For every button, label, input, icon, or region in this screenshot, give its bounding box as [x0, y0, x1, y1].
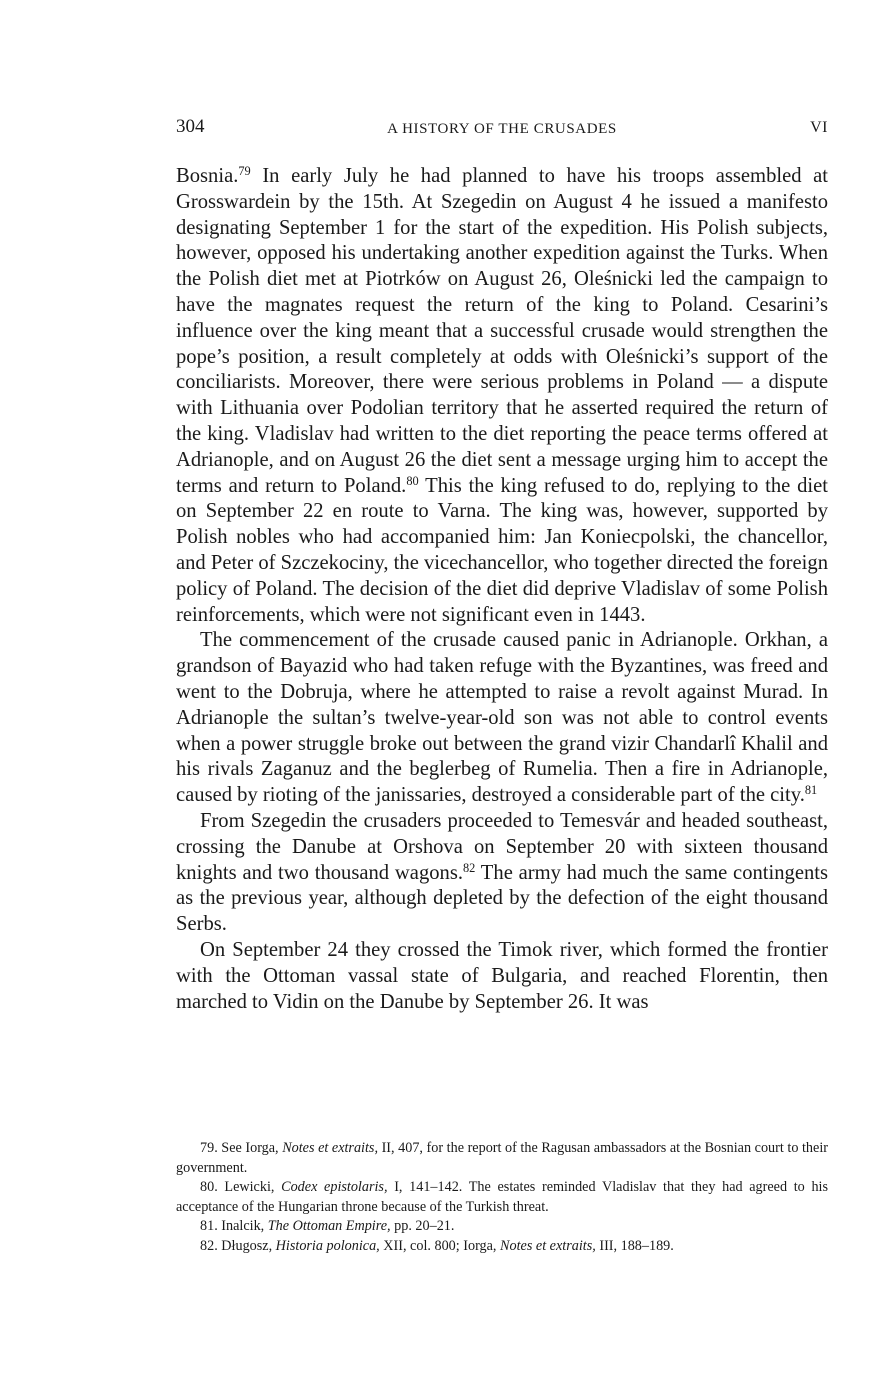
footnote-80 — [176, 1178, 828, 1217]
fn80-title: Codex epistolaris, — [281, 1179, 388, 1195]
fn79-text-a: 79. See Iorga, — [200, 1140, 283, 1156]
footnote-ref-79: 79 — [238, 164, 251, 179]
p2-text-1: The commencement of the crusade caused panic in Adrianople. Orkhan, a grandson of Bayazid who had taken refuge with the Byzantines, was freed and went to the Dobruja, where he attempted to raise a revolt against Murad. In Adrianople the sultan’s twelve-year-old son was not able to control events when a power struggle broke out between the grand vizir Chandarlî Khalil and his rivals Zaganuz and the beglerbeg of Rumelia. Then a fire in Adrianople, caused by rioting of the janissaries, destroyed a considerable part of the city. — [176, 629, 828, 807]
fn79-text-b: II, 407, for the report of the Ragusan ambassadors at the Bosnian court to their government. — [176, 1140, 828, 1176]
p4-text-1: On September 24 they crossed the Timok river, which formed the frontier with the Ottoman vassal state of Bulgaria, and reached Florentin, then marched to Vidin on the Danube by September 26. It was — [176, 938, 828, 1013]
p3-text-1: From Szegedin the crusaders proceeded to Temesvár and headed southeast, crossing the Danube at Orshova on September 20 with sixteen thousand knights and two thousand wagons. — [176, 809, 828, 884]
fn82-text-c: III, 188–189. — [595, 1237, 674, 1254]
fn82-text-a: 82. Długosz, — [200, 1237, 276, 1254]
footnote-81 — [176, 1217, 828, 1237]
p1-text-3: This the king refused to do, replying to the diet on September 22 en route to Varna. The king was, however, supported by Polish nobles who had accompanied him: Jan Koniecpolski, the chancellor, and Peter of Szczekociny, the vicechancellor, who together directed the foreign policy of Poland. The decision of the diet did deprive Vladislav of some Polish reinforcements, which were not significant even in 1443. — [176, 474, 828, 626]
main-text — [176, 164, 828, 1015]
fn79-title: Notes et extraits, — [282, 1140, 378, 1156]
paragraph-1 — [176, 164, 828, 628]
p1-text-1: Bosnia. — [176, 165, 239, 187]
paragraph-2 — [176, 628, 828, 809]
fn82-title-2: Notes et extraits, — [500, 1237, 596, 1254]
paragraph-4 — [176, 938, 828, 1015]
p1-text-2: In early July he had planned to have his troops assembled at Grosswardein by the 15th. At Szegedin on August 4 he issued a manifesto designating September 1 for the start of the expedition. His Polish subjects, however, opposed his undertaking another expedition against the Turks. When the Polish diet met at Piotrków on August 26, Oleśnicki led the campaign to have the magnates request the return of the king to Poland. Cesarini’s influence over the king meant that a successful crusade would strengthen the pope’s position, a result completely at odds with Oleśnicki’s support of the conciliarists. Moreover, there were serious problems in Poland — a dispute with Lithuania over Podolian territory that he asserted required the return of the king. Vladislav had written to the diet reporting the peace terms offered at Adrianople, and on August 26 the diet sent a message urging him to accept the terms and return to Poland. — [176, 165, 828, 497]
footnote-79 — [176, 1139, 828, 1178]
footnote-ref-80: 80 — [406, 473, 419, 488]
footnote-82 — [176, 1237, 828, 1257]
fn81-text-a: 81. Inalcik, — [200, 1218, 268, 1234]
section-number: VI — [810, 119, 828, 136]
footnote-ref-81: 81 — [804, 783, 818, 798]
fn82-title-1: Historia polonica, — [275, 1237, 380, 1254]
fn81-title: The Ottoman Empire, — [267, 1218, 391, 1234]
footnote-ref-82: 82 — [463, 860, 476, 875]
footnotes — [176, 1139, 828, 1256]
running-title: A HISTORY OF THE CRUSADES — [387, 121, 617, 137]
page-number: 304 — [176, 116, 205, 137]
fn80-text-b: I, 141–142. The estates reminded Vladislav that they had agreed to his acceptance of the Hungarian throne because of the Turkish threat. — [176, 1179, 829, 1215]
fn81-text-b: pp. 20–21. — [390, 1218, 455, 1234]
paragraph-3 — [176, 809, 828, 938]
fn82-text-b: XII, col. 800; Iorga, — [379, 1237, 501, 1254]
fn80-text-a: 80. Lewicki, — [200, 1179, 282, 1195]
p3-text-2: The army had much the same contingents as the previous year, although depleted by the defection of the eight thousand Serbs. — [176, 861, 828, 936]
